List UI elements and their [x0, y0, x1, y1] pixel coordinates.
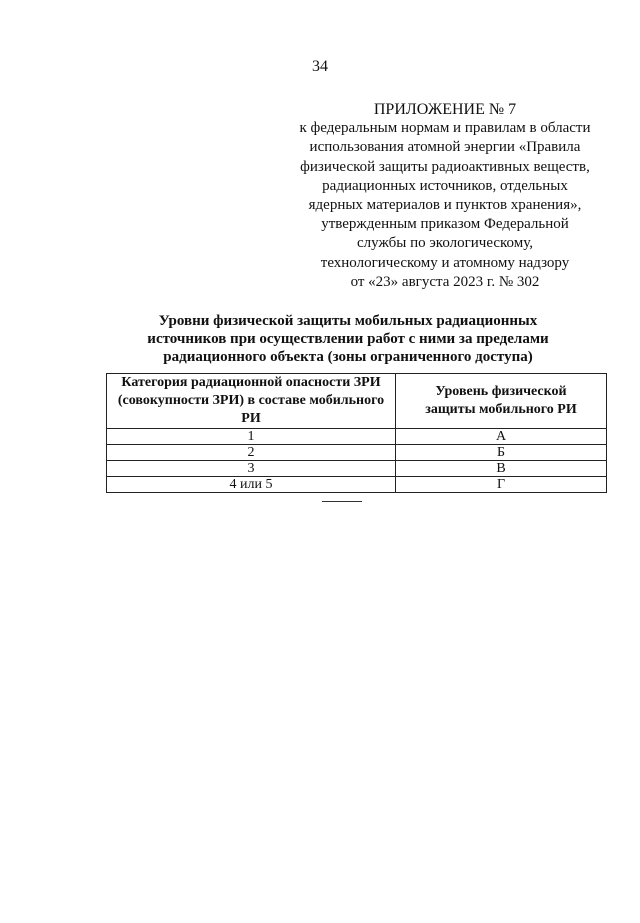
appendix-line: радиационных источников, отдельных [322, 177, 568, 194]
protection-levels-table [106, 373, 607, 493]
document-title-line: источников при осуществлении работ с ними за пределами [147, 331, 549, 347]
appendix-line: службы по экологическому, [357, 235, 533, 252]
page-number: 34 [312, 58, 328, 75]
appendix-line: от «23» августа 2023 г. № 302 [350, 273, 540, 290]
cell-level: А [396, 429, 607, 445]
cell-level: Г [396, 477, 607, 493]
appendix-block [282, 100, 608, 292]
header-category [107, 374, 396, 429]
header-category-line: (совокупности ЗРИ) в составе мобильного РИ [117, 393, 385, 426]
document-title-line: радиационного объекта (зоны ограниченного доступа) [163, 349, 533, 365]
header-level-line: защиты мобильного РИ [425, 402, 577, 417]
table-row [107, 477, 607, 493]
cell-level: В [396, 461, 607, 477]
table-row [107, 461, 607, 477]
table-row [107, 445, 607, 461]
appendix-line: технологическому и атомному надзору [320, 254, 570, 271]
cell-category: 2 [107, 445, 396, 461]
appendix-line: утвержденным приказом Федеральной [321, 216, 569, 233]
cell-category: 4 или 5 [107, 477, 396, 493]
appendix-title: ПРИЛОЖЕНИЕ № 7 [373, 101, 517, 118]
header-level [396, 374, 607, 429]
document-title-line: Уровни физической защиты мобильных радиационных [158, 313, 538, 329]
appendix-line: физической защиты радиоактивных веществ, [300, 158, 590, 175]
table-header-row [107, 374, 607, 429]
appendix-line: к федеральным нормам и правилам в области [299, 120, 591, 137]
cell-category: 3 [107, 461, 396, 477]
appendix-line: ядерных материалов и пунктов хранения», [308, 197, 582, 214]
table-row [107, 429, 607, 445]
appendix-line: использования атомной энергии «Правила [309, 139, 581, 156]
header-level-line: Уровень физической [435, 384, 567, 399]
cell-level: Б [396, 445, 607, 461]
document-title [118, 312, 578, 366]
end-divider [322, 501, 362, 502]
header-category-line: Категория радиационной опасности ЗРИ [121, 375, 381, 390]
cell-category: 1 [107, 429, 396, 445]
